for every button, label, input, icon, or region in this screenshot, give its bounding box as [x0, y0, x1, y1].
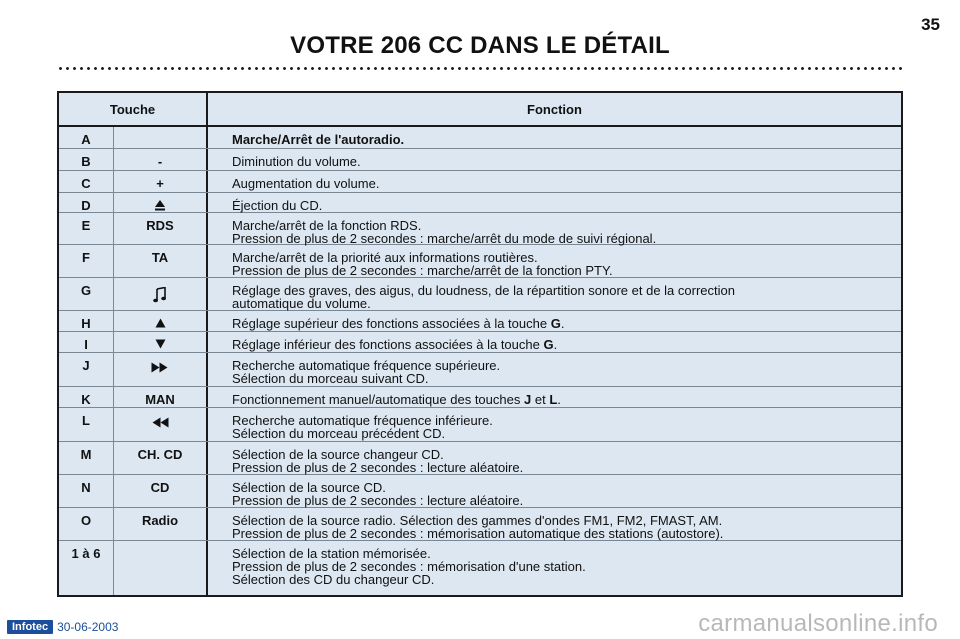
function-text: Marche/arrêt de la priorité aux informations routières. Pression de plus de 2 secondes : marche/arrêt de la fonction PTY. [232, 250, 613, 278]
dotted-divider [57, 66, 903, 71]
function-text: Recherche automatique fréquence inférieure. Sélection du morceau précédent CD. [232, 413, 493, 441]
key-icon-cell [114, 417, 206, 430]
key-letter: K [81, 392, 91, 407]
key-letter: B [81, 154, 91, 169]
table-row [59, 442, 901, 475]
key-icon-cell [114, 317, 206, 330]
function-text: Marche/Arrêt de l'autoradio. [232, 132, 405, 147]
table-row [59, 127, 901, 149]
key-icon-cell [114, 199, 206, 213]
function-text: Recherche automatique fréquence supérieure. Sélection du morceau suivant CD. [232, 358, 501, 386]
table-row [59, 408, 901, 442]
eject-icon [154, 199, 166, 211]
function-text: Diminution du volume. [232, 154, 361, 169]
key-letter: I [84, 337, 88, 352]
key-letter: E [81, 218, 91, 233]
key-letter: D [81, 198, 91, 213]
key-letter: O [80, 513, 92, 528]
function-text: Sélection de la source radio. Sélection des gammes d'ondes FM1, FM2, FMAST, AM. Pression de plus de 2 secondes : mémorisation automatique des stations (autostore). [232, 513, 724, 541]
table-row [59, 193, 901, 213]
key-icon-cell [114, 287, 206, 305]
function-text: Éjection du CD. [232, 198, 323, 213]
key-label: CH. CD [137, 447, 183, 462]
key-label: MAN [145, 392, 175, 407]
music-note-icon [153, 287, 167, 303]
header-touche: Touche [109, 102, 156, 117]
key-letter: N [81, 480, 91, 495]
triangle-down-icon [155, 339, 166, 349]
key-label: + [156, 176, 164, 191]
function-text: Marche/arrêt de la fonction RDS. Pression de plus de 2 secondes : marche/arrêt du mode de suivi régional. [232, 218, 657, 246]
table-row [59, 332, 901, 353]
table-row [59, 278, 901, 311]
fast-forward-icon [151, 362, 169, 373]
key-letter: M [80, 447, 92, 462]
key-letter: L [82, 413, 90, 428]
key-label: TA [151, 250, 169, 265]
key-label: Radio [141, 513, 179, 528]
function-text: Fonctionnement manuel/automatique des touches J et L. [232, 392, 561, 407]
key-letter: G [80, 283, 92, 298]
key-letter: H [81, 316, 91, 331]
table-row [59, 149, 901, 171]
table-row [59, 171, 901, 193]
function-text: Sélection de la source CD. Pression de plus de 2 secondes : lecture aléatoire. [232, 480, 524, 508]
table-row [59, 311, 901, 332]
table-row [59, 213, 901, 245]
page-title: VOTRE 206 CC DANS LE DÉTAIL [290, 32, 670, 59]
table-row [59, 387, 901, 408]
key-label: CD [150, 480, 170, 495]
key-letter: A [81, 132, 91, 147]
function-text: Sélection de la source changeur CD. Pression de plus de 2 secondes : lecture aléatoire. [232, 447, 524, 475]
infotec-logo: Infotec [7, 620, 53, 634]
function-text: Réglage inférieur des fonctions associées à la touche G. [232, 337, 558, 352]
key-letter: 1 à 6 [71, 546, 101, 561]
function-text: Réglage des graves, des aigus, du loudness, de la répartition sonore et de la correction automatique du volume. [232, 283, 735, 311]
table-row [59, 475, 901, 508]
table-row [59, 541, 901, 595]
key-label: - [157, 154, 163, 169]
header-fonction: Fonction [527, 102, 582, 117]
page-number: 35 [921, 15, 940, 34]
rewind-icon [151, 417, 169, 428]
table-header [59, 93, 901, 127]
watermark: carmanualsonline.info [698, 610, 938, 637]
key-icon-cell [114, 362, 206, 375]
triangle-up-icon [155, 318, 166, 328]
key-label: RDS [146, 218, 174, 233]
key-letter: J [82, 358, 90, 373]
key-letter: F [82, 250, 90, 265]
function-table [57, 91, 903, 597]
footer-date: 30-06-2003 [57, 620, 119, 634]
function-text: Augmentation du volume. [232, 176, 380, 191]
table-row [59, 353, 901, 387]
key-letter: C [81, 176, 91, 191]
footer [7, 620, 118, 634]
key-icon-cell [114, 338, 206, 351]
function-text: Sélection de la station mémorisée. Pression de plus de 2 secondes : mémorisation d'une station. Sélection des CD du changeur CD. [232, 546, 586, 587]
function-text: Réglage supérieur des fonctions associées à la touche G. [232, 316, 565, 331]
table-row [59, 508, 901, 541]
table-row [59, 245, 901, 278]
